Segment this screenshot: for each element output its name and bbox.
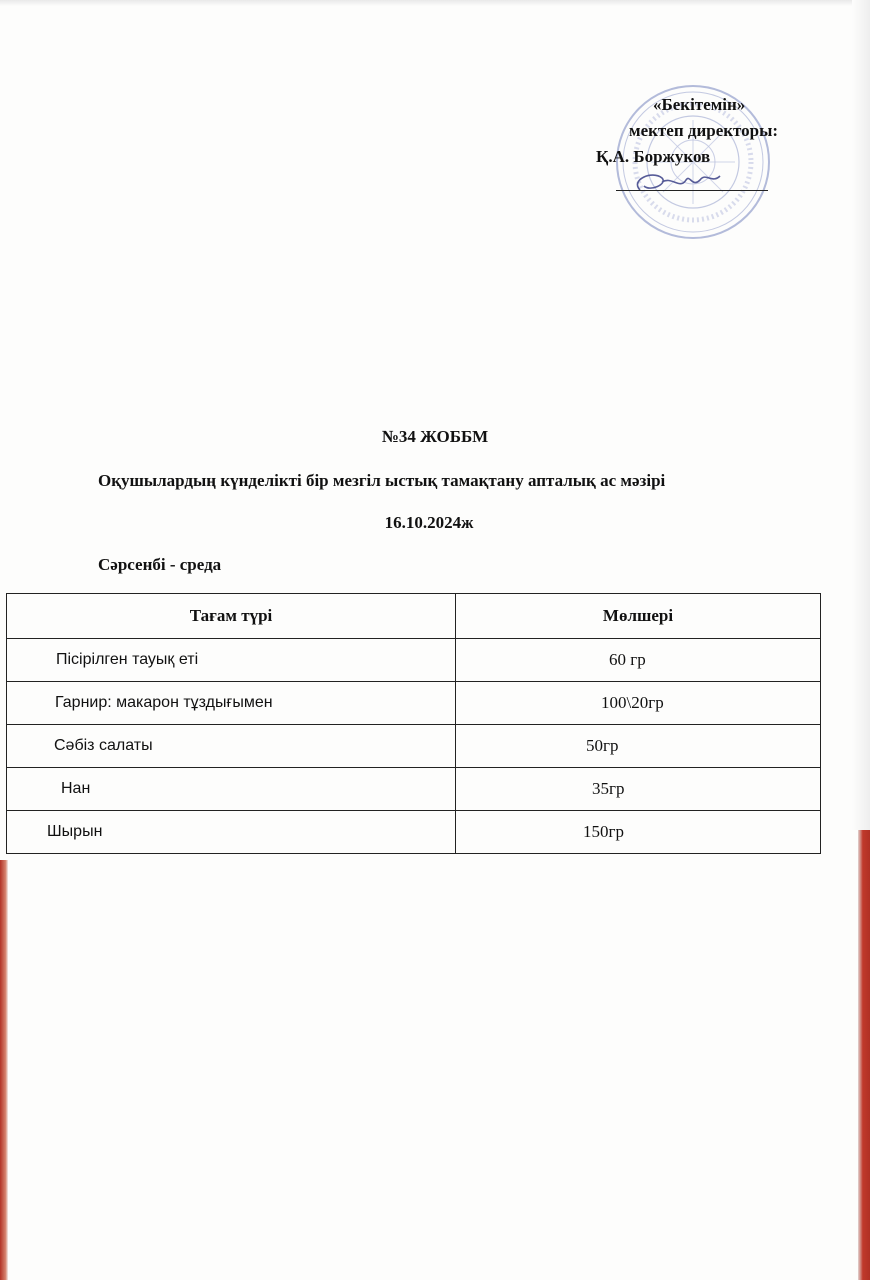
dish-amount: 50гр (456, 725, 821, 768)
document-date: 16.10.2024ж (384, 513, 474, 532)
dish-name: Шырын (7, 811, 456, 854)
table-row (7, 768, 821, 811)
approval-director-name: Қ.А. Боржуков (596, 147, 711, 166)
dish-amount: 150гр (456, 811, 821, 854)
director-signature (622, 162, 732, 202)
dish-name: Сәбіз салаты (7, 725, 456, 768)
column-header-amount: Мөлшері (456, 594, 821, 639)
page-right-shadow (852, 0, 870, 830)
approval-title: «Бекітемін» (653, 95, 746, 114)
column-header-dish: Тағам түрі (7, 594, 456, 639)
document-title: Оқушылардың күнделікті бір мезгіл ыстық тамақтану апталық ас мәзірі (98, 471, 666, 490)
dish-amount: 60 гр (456, 639, 821, 682)
dish-name: Гарнир: макарон тұздығымен (7, 682, 456, 725)
school-name: №34 ЖОББМ (381, 427, 489, 446)
day-of-week: Сәрсенбі - среда (98, 555, 222, 574)
table-row (7, 639, 821, 682)
red-edge-left (0, 860, 8, 1280)
dish-amount: 35гр (456, 768, 821, 811)
table-row (7, 682, 821, 725)
approval-position: мектеп директоры: (629, 121, 779, 140)
menu-table (6, 593, 821, 854)
red-edge-right (858, 830, 870, 1280)
dish-name: Нан (7, 768, 456, 811)
table-row (7, 725, 821, 768)
signature-line (616, 190, 768, 191)
dish-name: Пісірілген тауық еті (7, 639, 456, 682)
page-top-edge (0, 0, 870, 6)
table-header-row (7, 594, 821, 639)
table-row (7, 811, 821, 854)
dish-amount: 100\20гр (456, 682, 821, 725)
